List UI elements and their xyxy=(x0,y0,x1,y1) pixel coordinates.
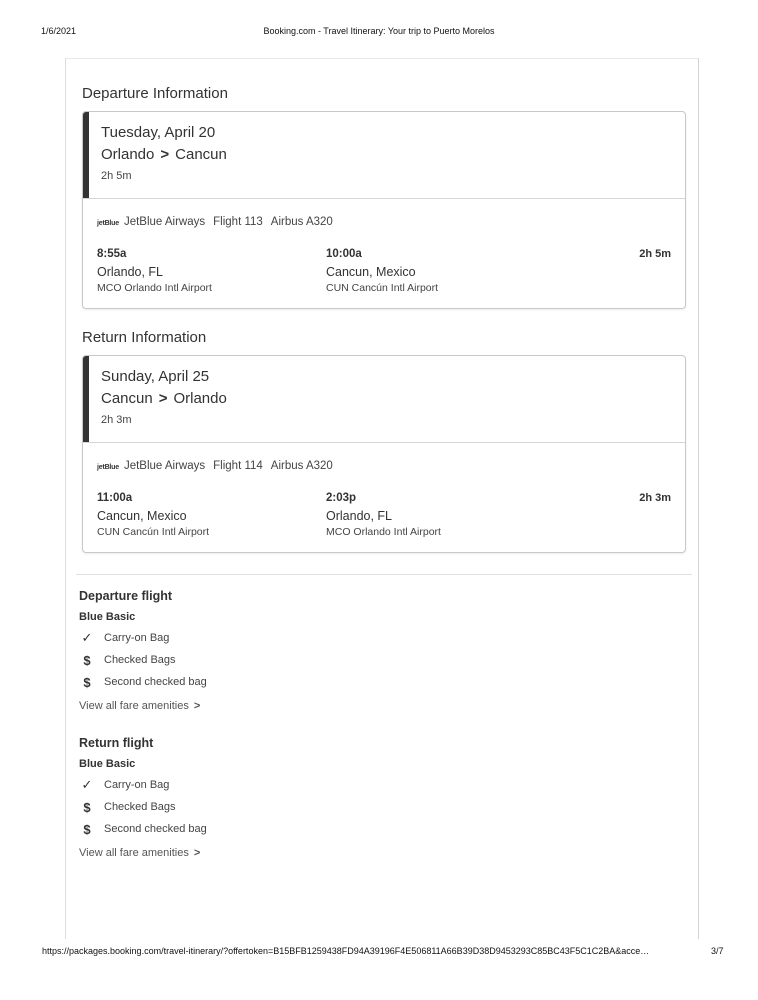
dollar-icon: $ xyxy=(83,799,91,815)
departure-route xyxy=(101,146,227,163)
airline-name: JetBlue Airways xyxy=(123,216,206,228)
departure-card xyxy=(82,111,686,309)
depart-airport: CUN Cancún Intl Airport xyxy=(97,526,210,538)
print-title: Booking.com - Travel Itinerary: Your trip to Puerto Morelos xyxy=(263,26,495,36)
amenity-item xyxy=(79,671,207,693)
itinerary-sheet xyxy=(65,58,699,939)
accent-bar xyxy=(83,356,89,442)
arrive-city: Orlando, FL xyxy=(326,509,393,523)
depart-city: Cancun, Mexico xyxy=(97,509,187,523)
arrive-time: 2:03p xyxy=(326,492,357,504)
return-destination-leg xyxy=(326,492,441,538)
amenity-label: Carry-on Bag xyxy=(104,632,170,644)
jetblue-logo: jetBlue xyxy=(97,464,119,471)
fare-title: Return flight xyxy=(79,736,154,750)
view-fare-amenities-link[interactable] xyxy=(79,700,207,712)
link-label: View all fare amenities xyxy=(79,700,189,712)
departure-destination-leg xyxy=(326,248,438,294)
print-date: 1/6/2021 xyxy=(41,26,77,36)
depart-city: Orlando, FL xyxy=(97,265,164,279)
route-origin: Orlando xyxy=(101,146,155,163)
arrive-time: 10:00a xyxy=(326,248,362,260)
route-destination: Orlando xyxy=(173,390,227,407)
departure-summary xyxy=(83,112,685,199)
check-icon: ✓ xyxy=(81,777,93,792)
departure-heading: Departure Information xyxy=(82,85,228,102)
leg-duration: 2h 3m xyxy=(639,492,671,504)
amenity-label: Checked Bags xyxy=(104,654,176,666)
amenity-label: Second checked bag xyxy=(104,823,207,835)
amenity-item xyxy=(79,627,207,649)
return-fare xyxy=(79,736,207,859)
return-route xyxy=(101,390,227,407)
arrive-airport: MCO Orlando Intl Airport xyxy=(326,526,441,538)
chevron-right-icon: > xyxy=(193,847,201,859)
return-carrier xyxy=(97,460,333,472)
departure-origin-leg xyxy=(97,248,212,294)
amenity-label: Second checked bag xyxy=(104,676,207,688)
depart-time: 8:55a xyxy=(97,248,127,260)
flight-number: Flight 113 xyxy=(213,216,263,228)
aircraft-type: Airbus A320 xyxy=(270,460,333,472)
flight-number: Flight 114 xyxy=(213,460,263,472)
aircraft-type: Airbus A320 xyxy=(270,216,333,228)
view-fare-amenities-link[interactable] xyxy=(79,847,207,859)
return-heading: Return Information xyxy=(82,329,207,346)
depart-airport: MCO Orlando Intl Airport xyxy=(97,282,212,294)
section-divider xyxy=(76,574,692,575)
amenity-item xyxy=(79,774,207,796)
airline-name: JetBlue Airways xyxy=(123,460,206,472)
chevron-right-icon: > xyxy=(193,700,201,712)
route-origin: Cancun xyxy=(101,390,153,407)
return-date: Sunday, April 25 xyxy=(101,368,210,385)
accent-bar xyxy=(83,112,89,198)
amenity-label: Checked Bags xyxy=(104,801,176,813)
route-destination: Cancun xyxy=(175,146,227,163)
chevron-right-icon: > xyxy=(158,390,168,407)
departure-carrier xyxy=(97,216,333,228)
amenity-label: Carry-on Bag xyxy=(104,779,170,791)
leg-duration: 2h 5m xyxy=(639,248,671,260)
page-number: 3/7 xyxy=(711,946,724,956)
amenity-item xyxy=(79,796,207,818)
departure-date: Tuesday, April 20 xyxy=(101,124,216,141)
link-label: View all fare amenities xyxy=(79,847,189,859)
dollar-icon: $ xyxy=(83,821,91,837)
chevron-right-icon: > xyxy=(160,146,170,163)
return-origin-leg xyxy=(97,492,209,538)
arrive-airport: CUN Cancún Intl Airport xyxy=(326,282,439,294)
arrive-city: Cancun, Mexico xyxy=(326,265,416,279)
return-duration: 2h 3m xyxy=(101,414,132,426)
page-url: https://packages.booking.com/travel-itinerary/?offertoken=B15BFB1259438FD94A39196F4E506811A66B39D38D9453293C85BC43F5C1C2BA&acce… xyxy=(42,946,650,956)
dollar-icon: $ xyxy=(83,674,91,690)
return-summary xyxy=(83,356,685,443)
dollar-icon: $ xyxy=(83,652,91,668)
fare-brand: Blue Basic xyxy=(79,758,136,770)
depart-time: 11:00a xyxy=(97,492,133,504)
amenity-item xyxy=(79,818,207,840)
fare-brand: Blue Basic xyxy=(79,611,136,623)
jetblue-logo: jetBlue xyxy=(97,220,119,227)
check-icon: ✓ xyxy=(81,630,93,645)
departure-fare xyxy=(79,589,207,712)
amenity-item xyxy=(79,649,207,671)
fare-title: Departure flight xyxy=(79,589,173,603)
departure-duration: 2h 5m xyxy=(101,170,132,182)
return-card xyxy=(82,355,686,553)
